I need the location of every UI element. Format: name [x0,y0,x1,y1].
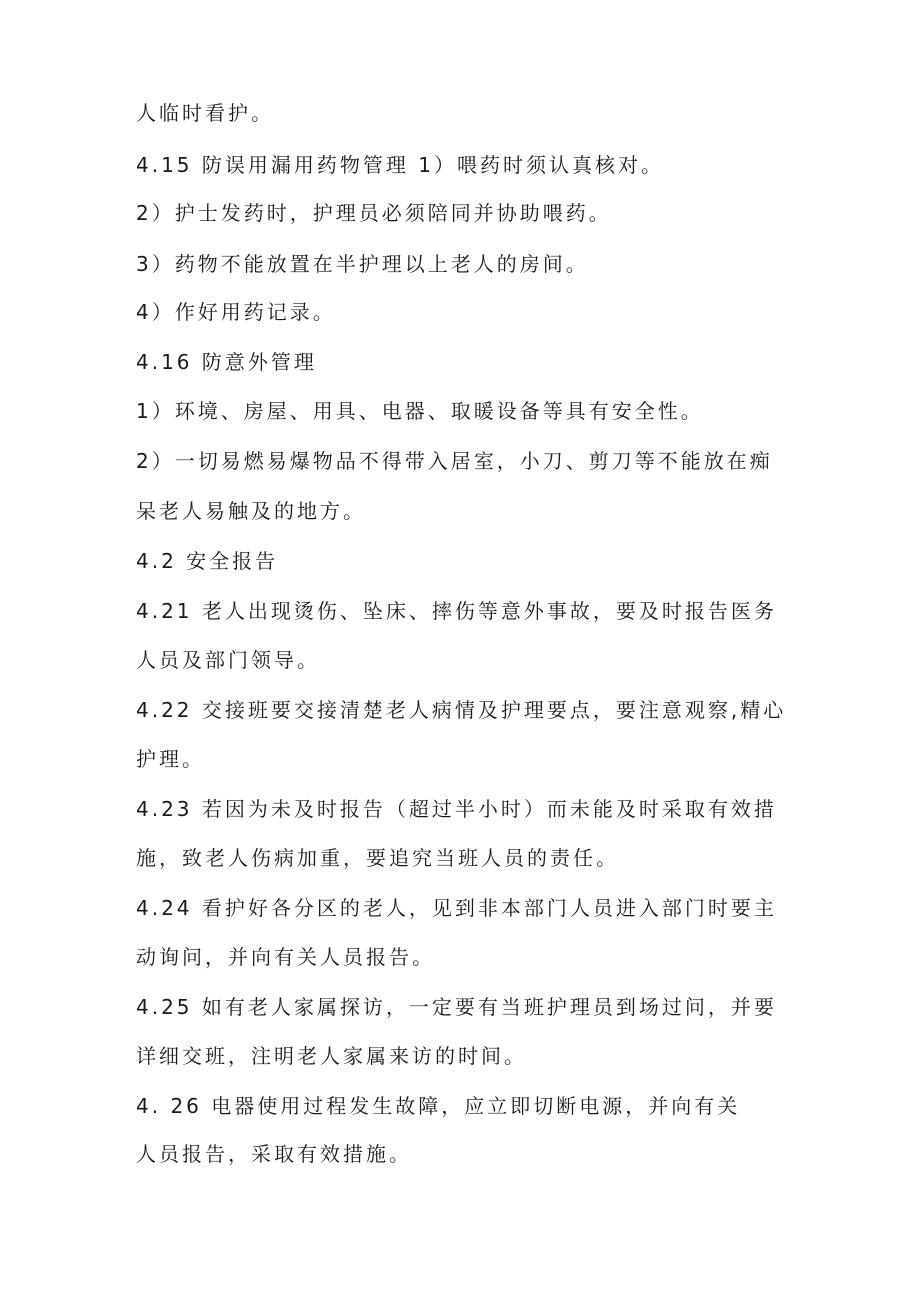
text-line: 施，致老人伤病加重，要追究当班人员的责任。 [136,846,619,870]
text-line: 4）作好用药记录。 [136,300,336,324]
text-line: 人员及部门领导。 [136,648,320,672]
text-line: 护理。 [136,747,205,771]
text-line: 详细交班，注明老人家属来访的时间。 [136,1044,527,1068]
text-line: 4.25 如有老人家属探访，一定要有当班护理员到场过问，并要 [136,995,777,1019]
text-line: 4.24 看护好各分区的老人，见到非本部门人员进入部门时要主 [136,896,777,920]
text-line: 4.22 交接班要交接清楚老人病情及护理要点，要注意观察,精心 [136,698,787,722]
text-line: 呆老人易触及的地方。 [136,499,366,523]
text-line: 4.21 老人出现烫伤、坠床、摔伤等意外事故，要及时报告医务 [136,599,777,623]
text-line: 2）护士发药时，护理员必须陪同并协助喂药。 [136,201,612,225]
section-heading: 4.16 防意外管理 [136,350,317,374]
text-line: 4. 26 电器使用过程发生故障，应立即切断电源，并向有关 [136,1094,741,1118]
text-line: 人员报告，采取有效措施。 [136,1142,412,1166]
section-heading: 4.2 安全报告 [136,549,279,573]
text-line: 3）药物不能放置在半护理以上老人的房间。 [136,252,589,276]
text-line: 4.23 若因为未及时报告（超过半小时）而未能及时采取有效措 [136,797,777,821]
text-line: 人临时看护。 [136,101,274,125]
text-line: 2）一切易燃易爆物品不得带入居室，小刀、剪刀等不能放在痴 [136,449,773,473]
text-line: 1）环境、房屋、用具、电器、取暖设备等具有安全性。 [136,399,704,423]
text-line: 动询问，并向有关人员报告。 [136,945,435,969]
text-line: 4.15 防误用漏用药物管理 1）喂药时须认真核对。 [136,153,664,177]
